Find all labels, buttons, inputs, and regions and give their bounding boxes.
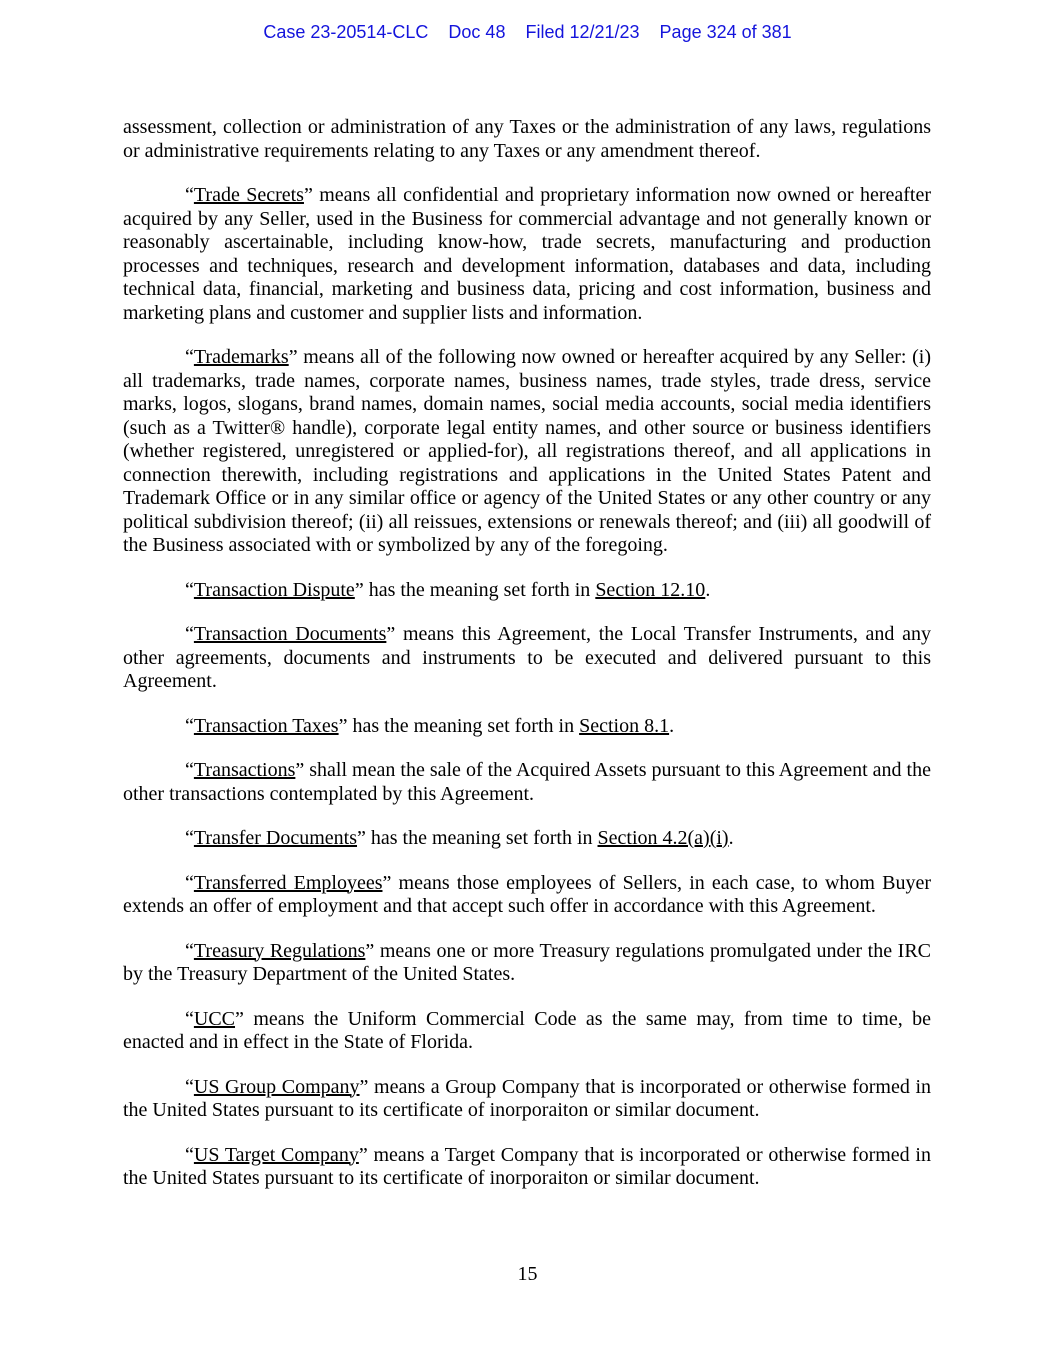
paragraph: [123, 579, 931, 603]
paragraph: [123, 1008, 931, 1055]
text-run: .: [705, 578, 711, 601]
section-reference: Section 4.2(a)(i): [597, 827, 729, 849]
text-run: “: [185, 346, 194, 368]
defined-term: Transactions: [193, 759, 296, 781]
case-stamp-header: Case 23-20514-CLC Doc 48 Filed 12/21/23 Page 324 of 381: [263, 22, 792, 42]
paragraph: [123, 872, 931, 919]
text-run: ” shall mean the sale of the Acquired Assets pursuant to this Agreement and the other transactions contemplated by this Agreement.: [123, 759, 931, 805]
text-run: ” has the meaning set forth in: [357, 827, 598, 849]
paragraph: [123, 940, 931, 987]
defined-term: Transfer Documents: [193, 827, 358, 849]
defined-term: Transaction Dispute: [193, 578, 355, 601]
text-run: ” means one or more Treasury regulations promulgated under the IRC by the Treasury Department of the United States.: [123, 939, 932, 985]
text-run: “: [185, 827, 194, 849]
paragraph: [123, 1076, 931, 1123]
defined-term: US Target Company: [193, 1143, 359, 1166]
paragraph: [123, 759, 931, 806]
text-run: ” means a Group Company that is incorporated or otherwise formed in the United States pursuant to its certificate of inorporaiton or similar document.: [123, 1075, 932, 1121]
defined-term: Trade Secrets: [193, 184, 304, 206]
section-reference: Section 12.10: [595, 578, 706, 601]
text-run: ” has the meaning set forth in: [338, 714, 580, 737]
text-run: “: [185, 714, 194, 737]
defined-term: US Group Company: [193, 1075, 360, 1098]
defined-term: Transferred Employees: [193, 871, 383, 894]
text-run: “: [185, 759, 194, 781]
text-run: .: [728, 827, 734, 849]
text-run: “: [185, 939, 194, 962]
text-run: ” means all confidential and proprietary information now owned or hereafter acquired by any Seller, used in the Business for commercial advantage and not generally known or reasonably ascertainable, including know-how, trade secrets, manufacturing and production processes and techniques, research and development information, databases and data, including technical data, financial, marketing and business data, pricing and cost information, business and marketing plans and customer and supplier lists and information.: [123, 184, 931, 324]
paragraph: [123, 184, 931, 325]
text-run: “: [185, 1143, 194, 1166]
defined-term: Transaction Taxes: [193, 714, 339, 737]
paragraph: [123, 116, 931, 163]
defined-term: Transaction Documents: [193, 623, 387, 645]
text-run: “: [185, 871, 194, 894]
paragraph: [123, 1144, 931, 1191]
text-run: ” has the meaning set forth in: [354, 578, 596, 601]
paragraph: [123, 827, 931, 851]
paragraph: [123, 715, 931, 739]
text-run: “: [185, 1075, 194, 1098]
defined-term: Trademarks: [193, 346, 289, 368]
text-run: “: [185, 1007, 194, 1030]
text-run: ” means those employees of Sellers, in each case, to whom Buyer extends an offer of employment and that accept such offer in accordance with this Agreement.: [123, 871, 932, 917]
section-reference: Section 8.1: [579, 714, 670, 737]
text-run: “: [185, 578, 194, 601]
text-run: ” means a Target Company that is incorporated or otherwise formed in the United States pursuant to its certificate of inorporaiton or similar document.: [123, 1143, 931, 1189]
text-run: ” means the Uniform Commercial Code as the same may, from time to time, be enacted and in effect in the State of Florida.: [123, 1007, 931, 1053]
defined-term: Treasury Regulations: [193, 939, 366, 962]
text-run: ” means all of the following now owned or hereafter acquired by any Seller: (i) all trademarks, trade names, corporate names, business names, trade styles, trade dress, service marks, logos, slogans, brand names, domain names, social media accounts, social media identifiers (such as a Twitter® handle), corporate legal entity names, and other source or business identifiers (whether registered, unregistered or applied-for), all registrations thereof, and all applications in connection therewith, including registrations and applications in the United States Patent and Trademark Office or in any similar office or agency of the United States or any other country or any political subdivision thereof; (ii) all reissues, extensions or renewals thereof; and (iii) all goodwill of the Business associated with or symbolized by any of the foregoing.: [123, 346, 931, 556]
text-run: “: [185, 623, 194, 645]
text-run: “: [185, 184, 194, 206]
paragraph: [123, 623, 931, 694]
text-run: ” means this Agreement, the Local Transfer Instruments, and any other agreements, documents and instruments to be executed and delivered pursuant to this Agreement.: [123, 623, 931, 692]
page-number: 15: [517, 1263, 538, 1285]
paragraph: [123, 346, 931, 558]
text-run: .: [669, 714, 675, 737]
document-body: [123, 116, 931, 1191]
text-run: assessment, collection or administration of any Taxes or the administration of any laws, regulations or administrative requirements relating to any Taxes or any amendment thereof.: [123, 116, 931, 162]
defined-term: UCC: [193, 1007, 236, 1030]
